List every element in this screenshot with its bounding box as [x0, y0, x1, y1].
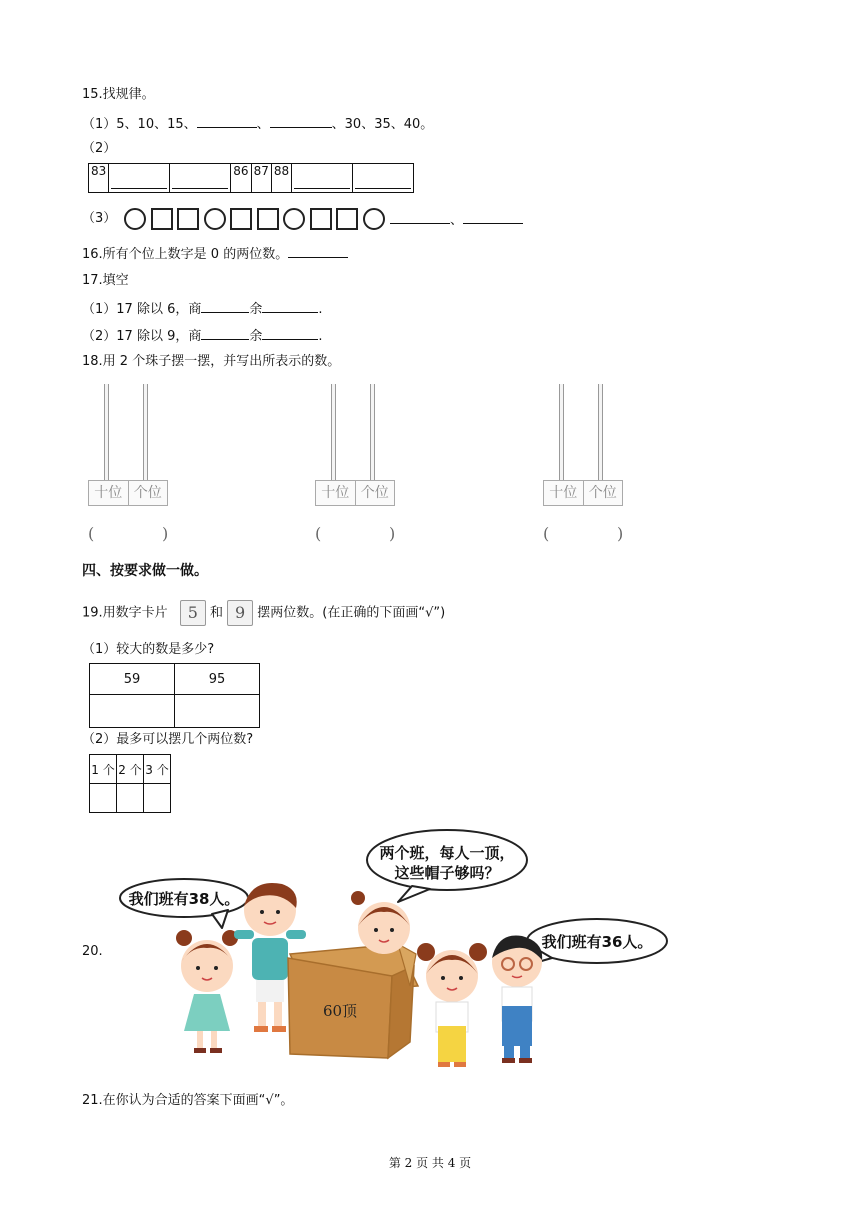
q16: [82, 244, 348, 264]
answer-paren-close: ): [389, 524, 396, 543]
q18-title: 18.用 2 个珠子摆一摆，并写出所表示的数。: [82, 354, 341, 369]
number-cell: 87: [251, 164, 271, 193]
abacus-base: [315, 480, 395, 506]
answer-paren-open: (: [315, 524, 322, 543]
q15-part3-answers: [390, 210, 523, 230]
answer-blank[interactable]: [288, 244, 348, 258]
blank-cell[interactable]: [353, 164, 414, 193]
period: .: [318, 329, 323, 344]
tens-label: 十位: [549, 485, 578, 501]
circle-shape: [363, 208, 385, 230]
tens-label: 十位: [321, 485, 350, 501]
square-shape: [151, 208, 173, 230]
tens-rod: [331, 384, 336, 480]
number-cell: 83: [89, 164, 109, 193]
square-shape: [336, 208, 358, 230]
option-1: 1 个: [90, 755, 117, 784]
answer-paren-open: (: [88, 524, 95, 543]
speech-bubble-left: [120, 879, 248, 928]
q15-part3-sep: 、: [450, 213, 464, 228]
q19-suffix: 摆两位数。(在正确的下面画“√”): [257, 605, 446, 621]
answer-blank[interactable]: [463, 210, 523, 224]
option-2: 2 个: [117, 755, 144, 784]
number-cell: 86: [231, 164, 251, 193]
q15-part1-prefix: （1）5、10、15、: [82, 117, 197, 132]
q15-part2-label: （2）: [82, 141, 117, 156]
digit-card-9: 9: [227, 600, 253, 626]
q20-illustration: [112, 826, 682, 1072]
bubble-right-text: 我们班有36人。: [541, 933, 653, 951]
boy-right-figure: [492, 935, 542, 1063]
remainder-blank[interactable]: [262, 326, 318, 340]
q15-title: 15.找规律。: [82, 87, 155, 102]
shape-pattern: [124, 206, 384, 232]
quotient-blank[interactable]: [201, 326, 249, 340]
bubble-top-line2: 这些帽子够吗？: [394, 864, 500, 882]
bubble-left-text: 我们班有38人。: [128, 890, 240, 908]
q17-line1-text: （1）17 除以 6，商: [82, 302, 202, 317]
q17-line2-text: （2）17 除以 9，商: [82, 329, 202, 344]
q17-title: 17.填空: [82, 273, 129, 288]
abacus-3: [543, 384, 643, 554]
ones-rod: [143, 384, 148, 480]
check-cell[interactable]: [90, 695, 175, 728]
remainder-word: 余: [249, 329, 263, 344]
q15-part1: [82, 114, 433, 134]
blank-cell[interactable]: [170, 164, 231, 193]
answer-paren-close: ): [162, 524, 169, 543]
hat-box: [288, 944, 418, 1058]
q19-sub2: （2）最多可以摆几个两位数?: [82, 732, 254, 747]
answer-paren-open: (: [543, 524, 550, 543]
q20-number: 20.: [82, 944, 103, 959]
q19-prompt: [82, 600, 445, 627]
square-shape: [177, 208, 199, 230]
bubble-top-line1: 两个班，每人一顶，: [379, 844, 515, 862]
option-3: 3 个: [144, 755, 171, 784]
q15-part1-sep: 、: [256, 117, 270, 132]
q19-prefix: 19.用数字卡片: [82, 605, 168, 621]
ones-rod: [370, 384, 375, 480]
q15-part3-label: （3）: [82, 211, 117, 226]
q15-number-table: [88, 163, 414, 193]
abacus-2: [315, 384, 415, 554]
answer-blank[interactable]: [390, 210, 450, 224]
option-59: 59: [90, 664, 175, 695]
remainder-blank[interactable]: [262, 299, 318, 313]
abacus-base: [88, 480, 168, 506]
speech-bubble-top: [367, 830, 527, 902]
remainder-word: 余: [249, 302, 263, 317]
blank-cell[interactable]: [109, 164, 170, 193]
abacus-1: [88, 384, 188, 554]
q17-line1: [82, 299, 323, 319]
circle-shape: [283, 208, 305, 230]
blank-cell[interactable]: [292, 164, 353, 193]
square-shape: [230, 208, 252, 230]
box-label: 60顶: [322, 1002, 358, 1020]
option-95: 95: [175, 664, 260, 695]
abacus-base: [543, 480, 623, 506]
count-table: [89, 754, 171, 813]
answer-blank[interactable]: [270, 114, 332, 128]
answer-blank[interactable]: [197, 114, 257, 128]
ones-label: 个位: [355, 481, 395, 505]
page-footer: 第 2 页 共 4 页: [388, 1156, 472, 1170]
digit-card-5: 5: [180, 600, 206, 626]
section-heading: 四、按要求做一做。: [82, 563, 208, 579]
ones-label: 个位: [128, 481, 168, 505]
answer-paren-close: ): [617, 524, 624, 543]
check-cell[interactable]: [144, 784, 171, 813]
check-cell[interactable]: [175, 695, 260, 728]
tens-rod: [559, 384, 564, 480]
q21-text: 21.在你认为合适的答案下面画“√”。: [82, 1093, 294, 1108]
q17-line2: [82, 326, 323, 346]
speech-bubble-right: [524, 919, 667, 966]
girl-left-figure: [176, 930, 238, 1053]
tens-label: 十位: [94, 485, 123, 501]
quotient-blank[interactable]: [201, 299, 249, 313]
girl-right-figure: [417, 943, 487, 1067]
q15-part1-suffix: 、30、35、40。: [331, 117, 434, 132]
check-cell[interactable]: [117, 784, 144, 813]
circle-shape: [204, 208, 226, 230]
ones-label: 个位: [583, 481, 623, 505]
number-cell: 88: [271, 164, 291, 193]
square-shape: [310, 208, 332, 230]
period: .: [318, 302, 323, 317]
q16-text: 16.所有个位上数字是 0 的两位数。: [82, 247, 289, 262]
q19-and: 和: [209, 605, 223, 621]
check-cell[interactable]: [90, 784, 117, 813]
tens-rod: [104, 384, 109, 480]
larger-number-table: [89, 663, 260, 728]
ones-rod: [598, 384, 603, 480]
square-shape: [257, 208, 279, 230]
q19-sub1: （1）较大的数是多少?: [82, 642, 215, 657]
circle-shape: [124, 208, 146, 230]
